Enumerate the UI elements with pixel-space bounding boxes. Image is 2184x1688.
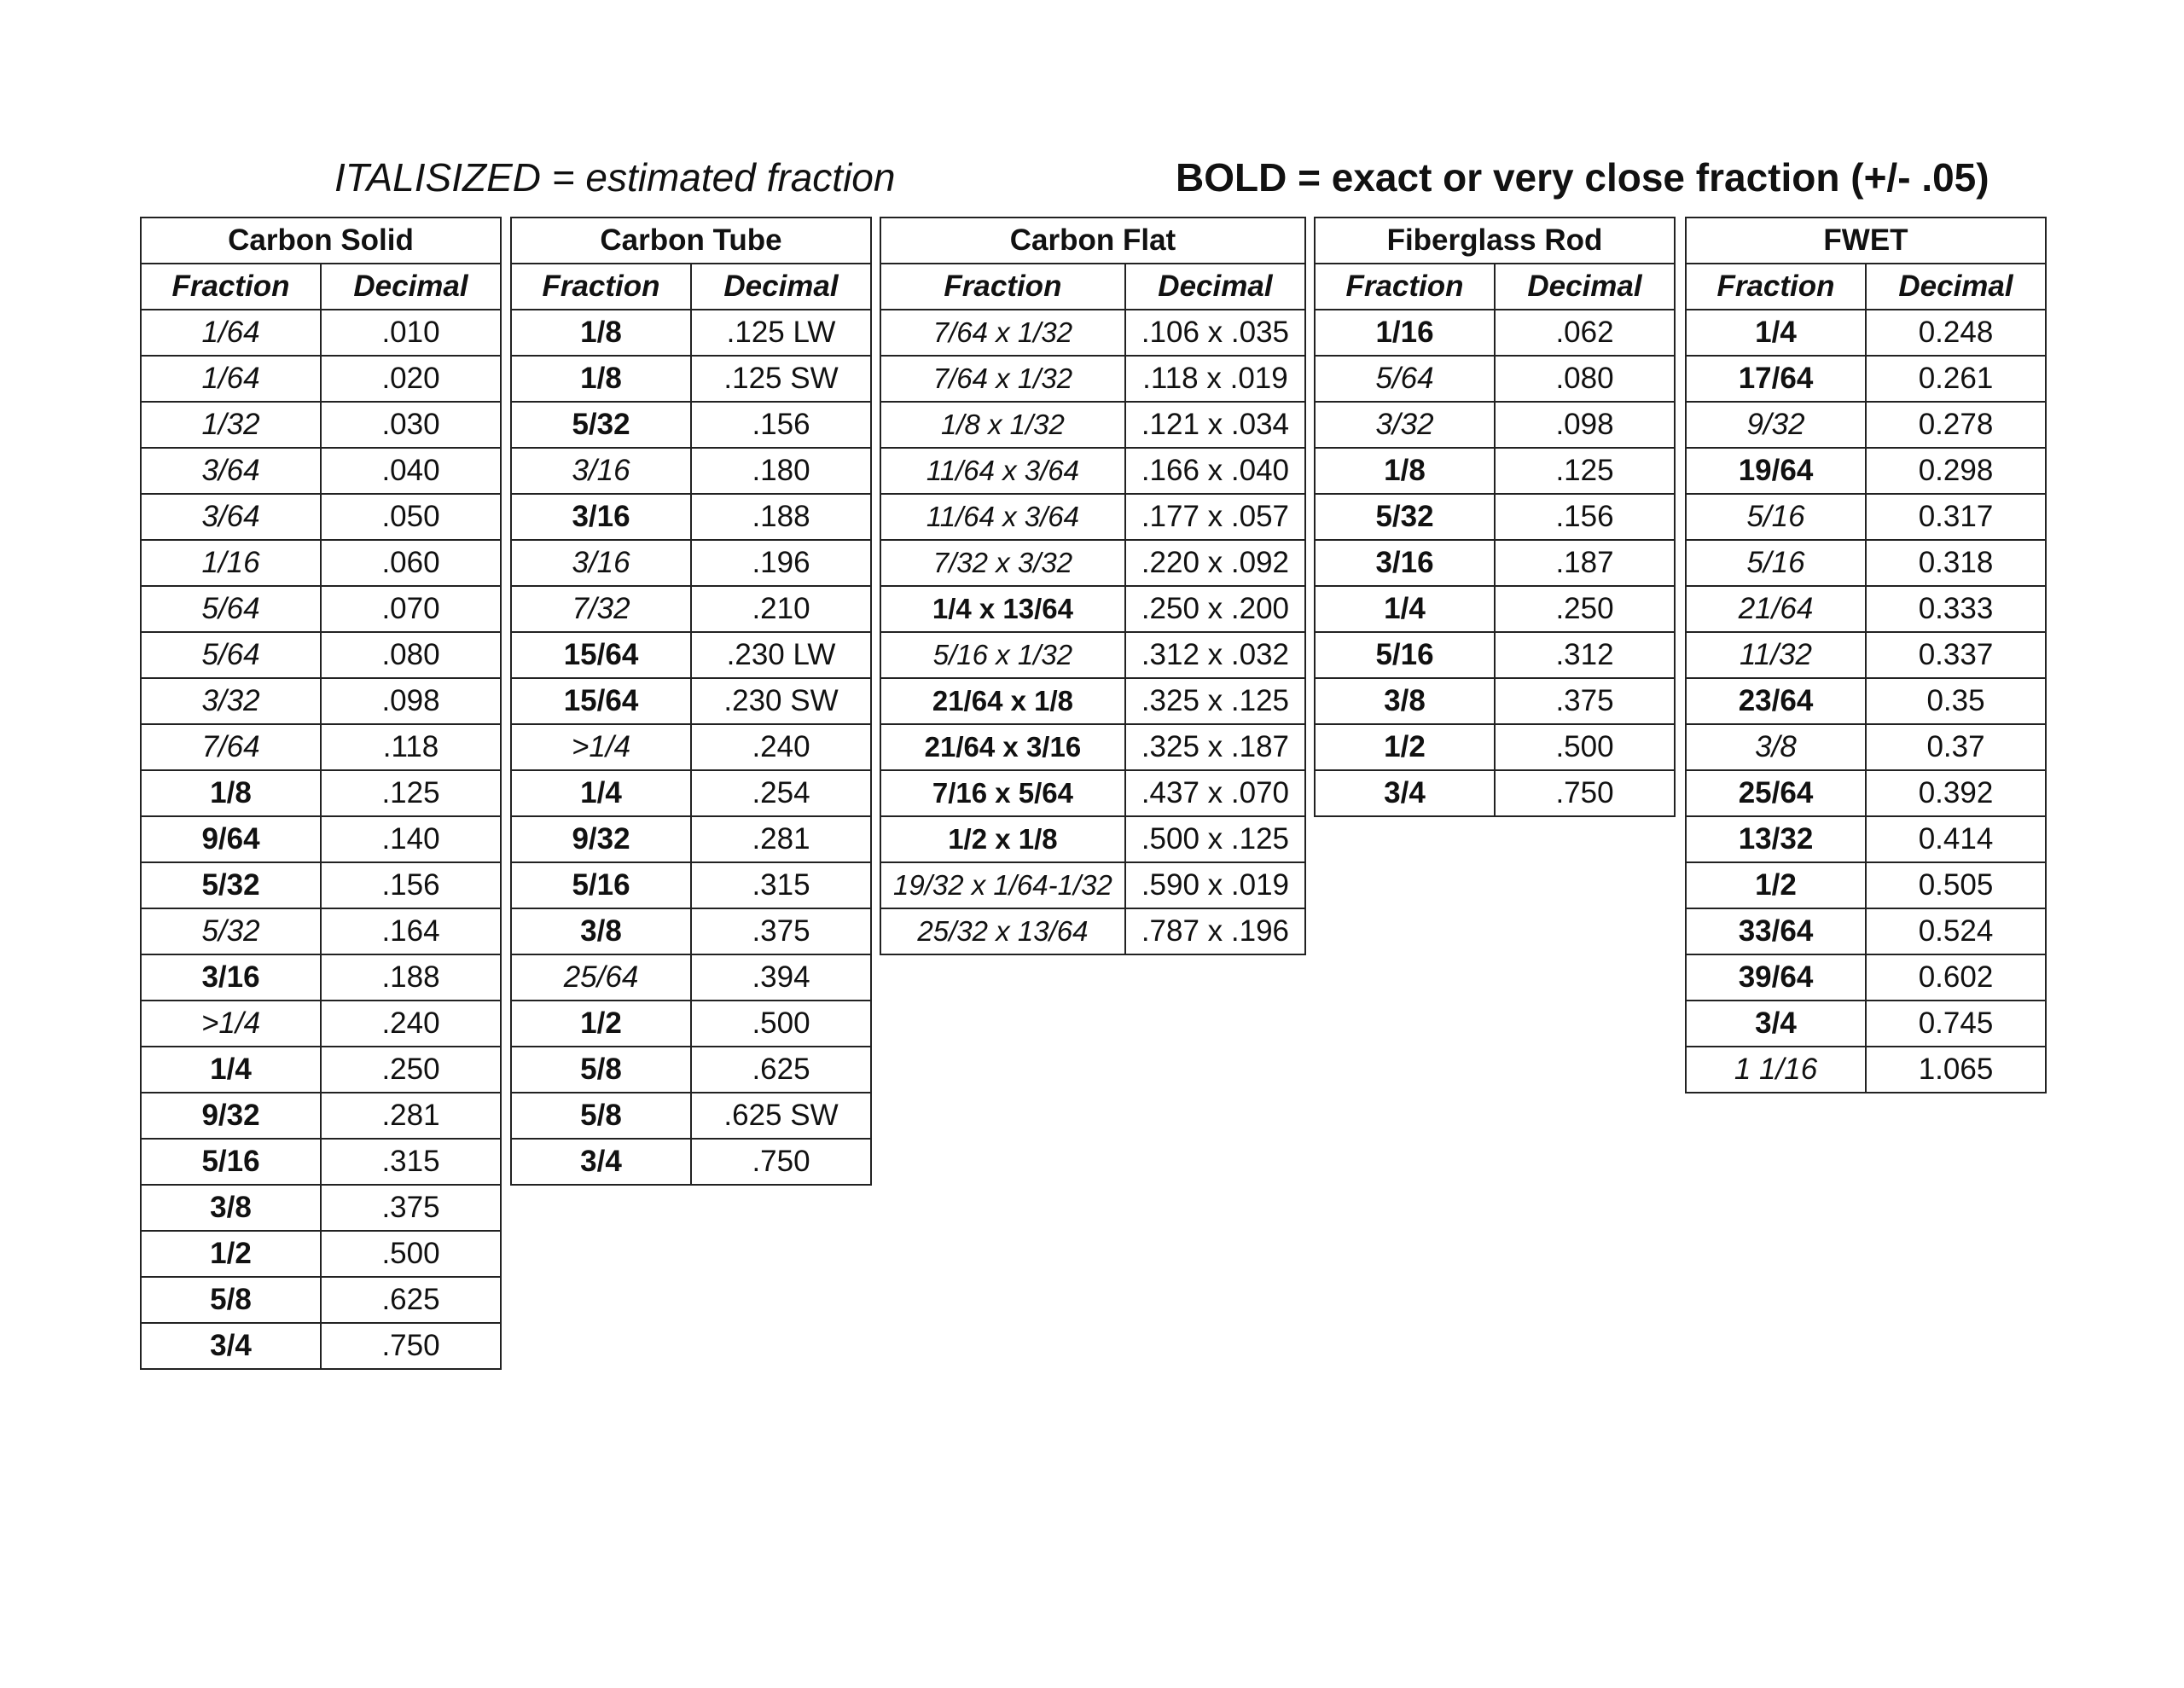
table-row: [511, 310, 871, 356]
decimal-cell: 0.505: [1866, 862, 2046, 908]
table-row: [141, 1185, 501, 1231]
table-row: [1686, 908, 2046, 954]
fraction-cell: 9/64: [141, 816, 321, 862]
decimal-cell: .050: [321, 494, 501, 540]
table-title: Carbon Flat: [880, 218, 1305, 264]
fraction-cell: 3/64: [141, 448, 321, 494]
legend-estimated: ITALISIZED = estimated fraction: [334, 155, 896, 200]
fraction-cell: 3/16: [141, 954, 321, 1001]
fraction-cell: 1/8: [1315, 448, 1495, 494]
table-row: [511, 402, 871, 448]
fraction-cell: 21/64: [1686, 586, 1866, 632]
decimal-cell: .240: [691, 724, 871, 770]
table-row: [1315, 494, 1675, 540]
column-header-fraction: Fraction: [511, 264, 691, 310]
fraction-cell: 5/8: [511, 1047, 691, 1093]
fraction-cell: 3/8: [141, 1185, 321, 1231]
fraction-cell: 1/4: [511, 770, 691, 816]
decimal-cell: .118: [321, 724, 501, 770]
fraction-cell: 25/64: [511, 954, 691, 1001]
fraction-cell: 1/32: [141, 402, 321, 448]
decimal-cell: 0.745: [1866, 1001, 2046, 1047]
table-fiberglass-rod: [1314, 217, 1676, 817]
fraction-cell: 21/64 x 3/16: [880, 724, 1125, 770]
fraction-cell: 3/8: [1686, 724, 1866, 770]
decimal-cell: .625 SW: [691, 1093, 871, 1139]
table-row: [880, 494, 1305, 540]
table-row: [141, 632, 501, 678]
decimal-cell: .125: [1495, 448, 1675, 494]
table-row: [511, 356, 871, 402]
table-row: [1686, 678, 2046, 724]
fraction-cell: 5/16: [511, 862, 691, 908]
table-row: [141, 494, 501, 540]
fraction-cell: 7/64 x 1/32: [880, 356, 1125, 402]
decimal-cell: .156: [321, 862, 501, 908]
decimal-cell: .180: [691, 448, 871, 494]
fraction-cell: 1/2: [1686, 862, 1866, 908]
fraction-cell: 19/32 x 1/64-1/32: [880, 862, 1125, 908]
fraction-cell: 1/2: [1315, 724, 1495, 770]
decimal-cell: 0.318: [1866, 540, 2046, 586]
table-row: [141, 724, 501, 770]
table-row: [141, 816, 501, 862]
fraction-cell: 3/4: [511, 1139, 691, 1185]
table-row: [511, 1047, 871, 1093]
table-row: [1315, 632, 1675, 678]
table-title: Carbon Solid: [141, 218, 501, 264]
fraction-cell: 5/32: [511, 402, 691, 448]
fraction-cell: 39/64: [1686, 954, 1866, 1001]
decimal-cell: .500: [691, 1001, 871, 1047]
table-row: [141, 1093, 501, 1139]
table-row: [511, 770, 871, 816]
fraction-cell: 1/4: [1315, 586, 1495, 632]
decimal-cell: .177 x .057: [1125, 494, 1305, 540]
table-row: [141, 540, 501, 586]
decimal-cell: .281: [691, 816, 871, 862]
table-row: [141, 678, 501, 724]
decimal-cell: .625: [321, 1277, 501, 1323]
fraction-cell: 11/64 x 3/64: [880, 448, 1125, 494]
fraction-cell: 1/64: [141, 356, 321, 402]
fraction-cell: 3/32: [1315, 402, 1495, 448]
column-header-decimal: Decimal: [321, 264, 501, 310]
decimal-cell: .060: [321, 540, 501, 586]
decimal-cell: 0.278: [1866, 402, 2046, 448]
decimal-cell: .098: [321, 678, 501, 724]
table-row: [511, 540, 871, 586]
fraction-cell: 11/64 x 3/64: [880, 494, 1125, 540]
fraction-cell: 11/32: [1686, 632, 1866, 678]
table-row: [141, 1231, 501, 1277]
table-row: [141, 310, 501, 356]
column-header-decimal: Decimal: [1866, 264, 2046, 310]
decimal-cell: .125 LW: [691, 310, 871, 356]
decimal-cell: .040: [321, 448, 501, 494]
fraction-cell: 5/8: [141, 1277, 321, 1323]
decimal-cell: .230 LW: [691, 632, 871, 678]
fraction-cell: 15/64: [511, 632, 691, 678]
fraction-cell: 3/4: [1686, 1001, 1866, 1047]
table-row: [1315, 586, 1675, 632]
table-row: [141, 1001, 501, 1047]
decimal-cell: .156: [691, 402, 871, 448]
decimal-cell: .500 x .125: [1125, 816, 1305, 862]
fraction-cell: 3/16: [511, 448, 691, 494]
fraction-cell: 3/16: [1315, 540, 1495, 586]
fraction-cell: >1/4: [141, 1001, 321, 1047]
column-header-fraction: Fraction: [1686, 264, 1866, 310]
fraction-cell: 1/8: [511, 310, 691, 356]
decimal-cell: .281: [321, 1093, 501, 1139]
fraction-cell: 19/64: [1686, 448, 1866, 494]
fraction-cell: 3/4: [1315, 770, 1495, 816]
fraction-cell: 5/16: [1686, 540, 1866, 586]
table-row: [141, 1139, 501, 1185]
fraction-cell: 7/64: [141, 724, 321, 770]
decimal-cell: 0.602: [1866, 954, 2046, 1001]
decimal-cell: 0.414: [1866, 816, 2046, 862]
table-row: [511, 862, 871, 908]
decimal-cell: 0.337: [1866, 632, 2046, 678]
fraction-cell: 5/64: [141, 586, 321, 632]
decimal-cell: .164: [321, 908, 501, 954]
table-fwet: [1685, 217, 2047, 1093]
decimal-cell: .254: [691, 770, 871, 816]
fraction-cell: 5/32: [141, 908, 321, 954]
decimal-cell: .166 x .040: [1125, 448, 1305, 494]
fraction-cell: 5/8: [511, 1093, 691, 1139]
fraction-cell: 1/2: [141, 1231, 321, 1277]
table-row: [880, 586, 1305, 632]
decimal-cell: .250: [1495, 586, 1675, 632]
table-row: [141, 908, 501, 954]
table-row: [1315, 402, 1675, 448]
fraction-cell: 1/2 x 1/8: [880, 816, 1125, 862]
fraction-cell: 1/8: [141, 770, 321, 816]
table-row: [880, 540, 1305, 586]
table-row: [1686, 770, 2046, 816]
table-row: [1686, 448, 2046, 494]
fraction-cell: 7/16 x 5/64: [880, 770, 1125, 816]
table-row: [511, 954, 871, 1001]
table-row: [511, 1093, 871, 1139]
legend-exact: BOLD = exact or very close fraction (+/- .05): [1176, 155, 1989, 200]
fraction-cell: 9/32: [511, 816, 691, 862]
table-row: [511, 586, 871, 632]
decimal-cell: .375: [691, 908, 871, 954]
decimal-cell: 0.37: [1866, 724, 2046, 770]
table-row: [141, 402, 501, 448]
column-header-decimal: Decimal: [1125, 264, 1305, 310]
decimal-cell: .250: [321, 1047, 501, 1093]
table-row: [1315, 540, 1675, 586]
fraction-cell: 1/16: [1315, 310, 1495, 356]
decimal-cell: .080: [321, 632, 501, 678]
table-row: [511, 1001, 871, 1047]
table-row: [1686, 356, 2046, 402]
decimal-cell: .500: [321, 1231, 501, 1277]
decimal-cell: .250 x .200: [1125, 586, 1305, 632]
fraction-cell: 5/64: [141, 632, 321, 678]
table-row: [141, 862, 501, 908]
table-row: [511, 908, 871, 954]
table-row: [1686, 1001, 2046, 1047]
fraction-cell: 1/2: [511, 1001, 691, 1047]
table-row: [511, 494, 871, 540]
decimal-cell: .375: [1495, 678, 1675, 724]
fraction-cell: 3/8: [1315, 678, 1495, 724]
decimal-cell: .590 x .019: [1125, 862, 1305, 908]
decimal-cell: .062: [1495, 310, 1675, 356]
fraction-cell: 23/64: [1686, 678, 1866, 724]
table-row: [880, 632, 1305, 678]
fraction-cell: 13/32: [1686, 816, 1866, 862]
fraction-cell: 1 1/16: [1686, 1047, 1866, 1093]
column-header-fraction: Fraction: [1315, 264, 1495, 310]
decimal-cell: .106 x .035: [1125, 310, 1305, 356]
fraction-cell: 21/64 x 1/8: [880, 678, 1125, 724]
table-row: [511, 1139, 871, 1185]
decimal-cell: .188: [691, 494, 871, 540]
column-header-fraction: Fraction: [141, 264, 321, 310]
decimal-cell: .125: [321, 770, 501, 816]
decimal-cell: .750: [691, 1139, 871, 1185]
table-title: Carbon Tube: [511, 218, 871, 264]
table-row: [880, 356, 1305, 402]
table-row: [1315, 724, 1675, 770]
table-row: [880, 816, 1305, 862]
decimal-cell: .098: [1495, 402, 1675, 448]
table-row: [1686, 540, 2046, 586]
fraction-cell: 5/32: [1315, 494, 1495, 540]
decimal-cell: .325 x .125: [1125, 678, 1305, 724]
fraction-cell: 5/16: [1315, 632, 1495, 678]
table-row: [1315, 310, 1675, 356]
decimal-cell: .220 x .092: [1125, 540, 1305, 586]
fraction-cell: 5/64: [1315, 356, 1495, 402]
table-row: [141, 356, 501, 402]
decimal-cell: 0.524: [1866, 908, 2046, 954]
decimal-cell: .315: [321, 1139, 501, 1185]
table-row: [141, 770, 501, 816]
table-row: [1686, 310, 2046, 356]
decimal-cell: 0.298: [1866, 448, 2046, 494]
table-row: [511, 448, 871, 494]
decimal-cell: 0.35: [1866, 678, 2046, 724]
decimal-cell: 0.317: [1866, 494, 2046, 540]
table-row: [1686, 954, 2046, 1001]
decimal-cell: .325 x .187: [1125, 724, 1305, 770]
table-title: FWET: [1686, 218, 2046, 264]
fraction-cell: 1/8: [511, 356, 691, 402]
table-row: [880, 310, 1305, 356]
table-row: [880, 908, 1305, 954]
decimal-cell: .020: [321, 356, 501, 402]
column-header-decimal: Decimal: [1495, 264, 1675, 310]
table-row: [880, 678, 1305, 724]
decimal-cell: .315: [691, 862, 871, 908]
table-title: Fiberglass Rod: [1315, 218, 1675, 264]
fraction-cell: 1/4: [1686, 310, 1866, 356]
table-row: [880, 724, 1305, 770]
table-row: [1686, 816, 2046, 862]
fraction-cell: 9/32: [141, 1093, 321, 1139]
column-header-decimal: Decimal: [691, 264, 871, 310]
table-row: [1686, 632, 2046, 678]
decimal-cell: .080: [1495, 356, 1675, 402]
table-row: [1315, 678, 1675, 724]
fraction-cell: 3/16: [511, 540, 691, 586]
decimal-cell: .156: [1495, 494, 1675, 540]
fraction-cell: 1/4 x 13/64: [880, 586, 1125, 632]
decimal-cell: .140: [321, 816, 501, 862]
table-row: [141, 1047, 501, 1093]
table-carbon-tube: [510, 217, 872, 1186]
table-carbon-solid: [140, 217, 502, 1370]
table-row: [511, 678, 871, 724]
table-row: [880, 402, 1305, 448]
table-row: [1315, 448, 1675, 494]
fraction-cell: 9/32: [1686, 402, 1866, 448]
column-header-fraction: Fraction: [880, 264, 1125, 310]
table-row: [1315, 356, 1675, 402]
decimal-cell: .625: [691, 1047, 871, 1093]
table-row: [1686, 724, 2046, 770]
fraction-cell: 5/16 x 1/32: [880, 632, 1125, 678]
fraction-cell: 33/64: [1686, 908, 1866, 954]
decimal-cell: .312 x .032: [1125, 632, 1305, 678]
decimal-cell: .010: [321, 310, 501, 356]
decimal-cell: .394: [691, 954, 871, 1001]
fraction-cell: 25/64: [1686, 770, 1866, 816]
fraction-cell: 1/4: [141, 1047, 321, 1093]
fraction-cell: 25/32 x 13/64: [880, 908, 1125, 954]
table-row: [141, 954, 501, 1001]
decimal-cell: .187: [1495, 540, 1675, 586]
decimal-cell: .500: [1495, 724, 1675, 770]
decimal-cell: 1.065: [1866, 1047, 2046, 1093]
table-row: [141, 448, 501, 494]
table-row: [141, 1323, 501, 1369]
table-row: [1686, 402, 2046, 448]
fraction-cell: 1/64: [141, 310, 321, 356]
table-row: [1315, 770, 1675, 816]
decimal-cell: .787 x .196: [1125, 908, 1305, 954]
fraction-cell: 17/64: [1686, 356, 1866, 402]
decimal-cell: .750: [321, 1323, 501, 1369]
fraction-cell: 3/4: [141, 1323, 321, 1369]
decimal-cell: .118 x .019: [1125, 356, 1305, 402]
decimal-cell: 0.248: [1866, 310, 2046, 356]
decimal-cell: .210: [691, 586, 871, 632]
decimal-cell: .125 SW: [691, 356, 871, 402]
fraction-cell: 7/64 x 1/32: [880, 310, 1125, 356]
table-row: [880, 448, 1305, 494]
table-row: [141, 1277, 501, 1323]
fraction-cell: 5/32: [141, 862, 321, 908]
decimal-cell: .030: [321, 402, 501, 448]
decimal-cell: .750: [1495, 770, 1675, 816]
decimal-cell: .437 x .070: [1125, 770, 1305, 816]
table-row: [880, 770, 1305, 816]
fraction-cell: 15/64: [511, 678, 691, 724]
fraction-cell: 5/16: [1686, 494, 1866, 540]
decimal-cell: 0.392: [1866, 770, 2046, 816]
fraction-cell: 7/32 x 3/32: [880, 540, 1125, 586]
decimal-cell: 0.261: [1866, 356, 2046, 402]
fraction-cell: 1/8 x 1/32: [880, 402, 1125, 448]
table-row: [1686, 494, 2046, 540]
decimal-cell: .196: [691, 540, 871, 586]
decimal-cell: .312: [1495, 632, 1675, 678]
fraction-cell: 3/16: [511, 494, 691, 540]
decimal-cell: .070: [321, 586, 501, 632]
decimal-cell: .121 x .034: [1125, 402, 1305, 448]
table-row: [1686, 586, 2046, 632]
fraction-cell: >1/4: [511, 724, 691, 770]
decimal-cell: .188: [321, 954, 501, 1001]
decimal-cell: .375: [321, 1185, 501, 1231]
table-row: [880, 862, 1305, 908]
table-row: [511, 816, 871, 862]
fraction-cell: 3/64: [141, 494, 321, 540]
table-row: [1686, 1047, 2046, 1093]
fraction-cell: 5/16: [141, 1139, 321, 1185]
table-carbon-flat: [880, 217, 1306, 955]
table-row: [141, 586, 501, 632]
fraction-cell: 3/8: [511, 908, 691, 954]
fraction-cell: 7/32: [511, 586, 691, 632]
table-row: [1686, 862, 2046, 908]
decimal-cell: 0.333: [1866, 586, 2046, 632]
decimal-cell: .230 SW: [691, 678, 871, 724]
table-row: [511, 632, 871, 678]
fraction-cell: 3/32: [141, 678, 321, 724]
decimal-cell: .240: [321, 1001, 501, 1047]
fraction-cell: 1/16: [141, 540, 321, 586]
table-row: [511, 724, 871, 770]
